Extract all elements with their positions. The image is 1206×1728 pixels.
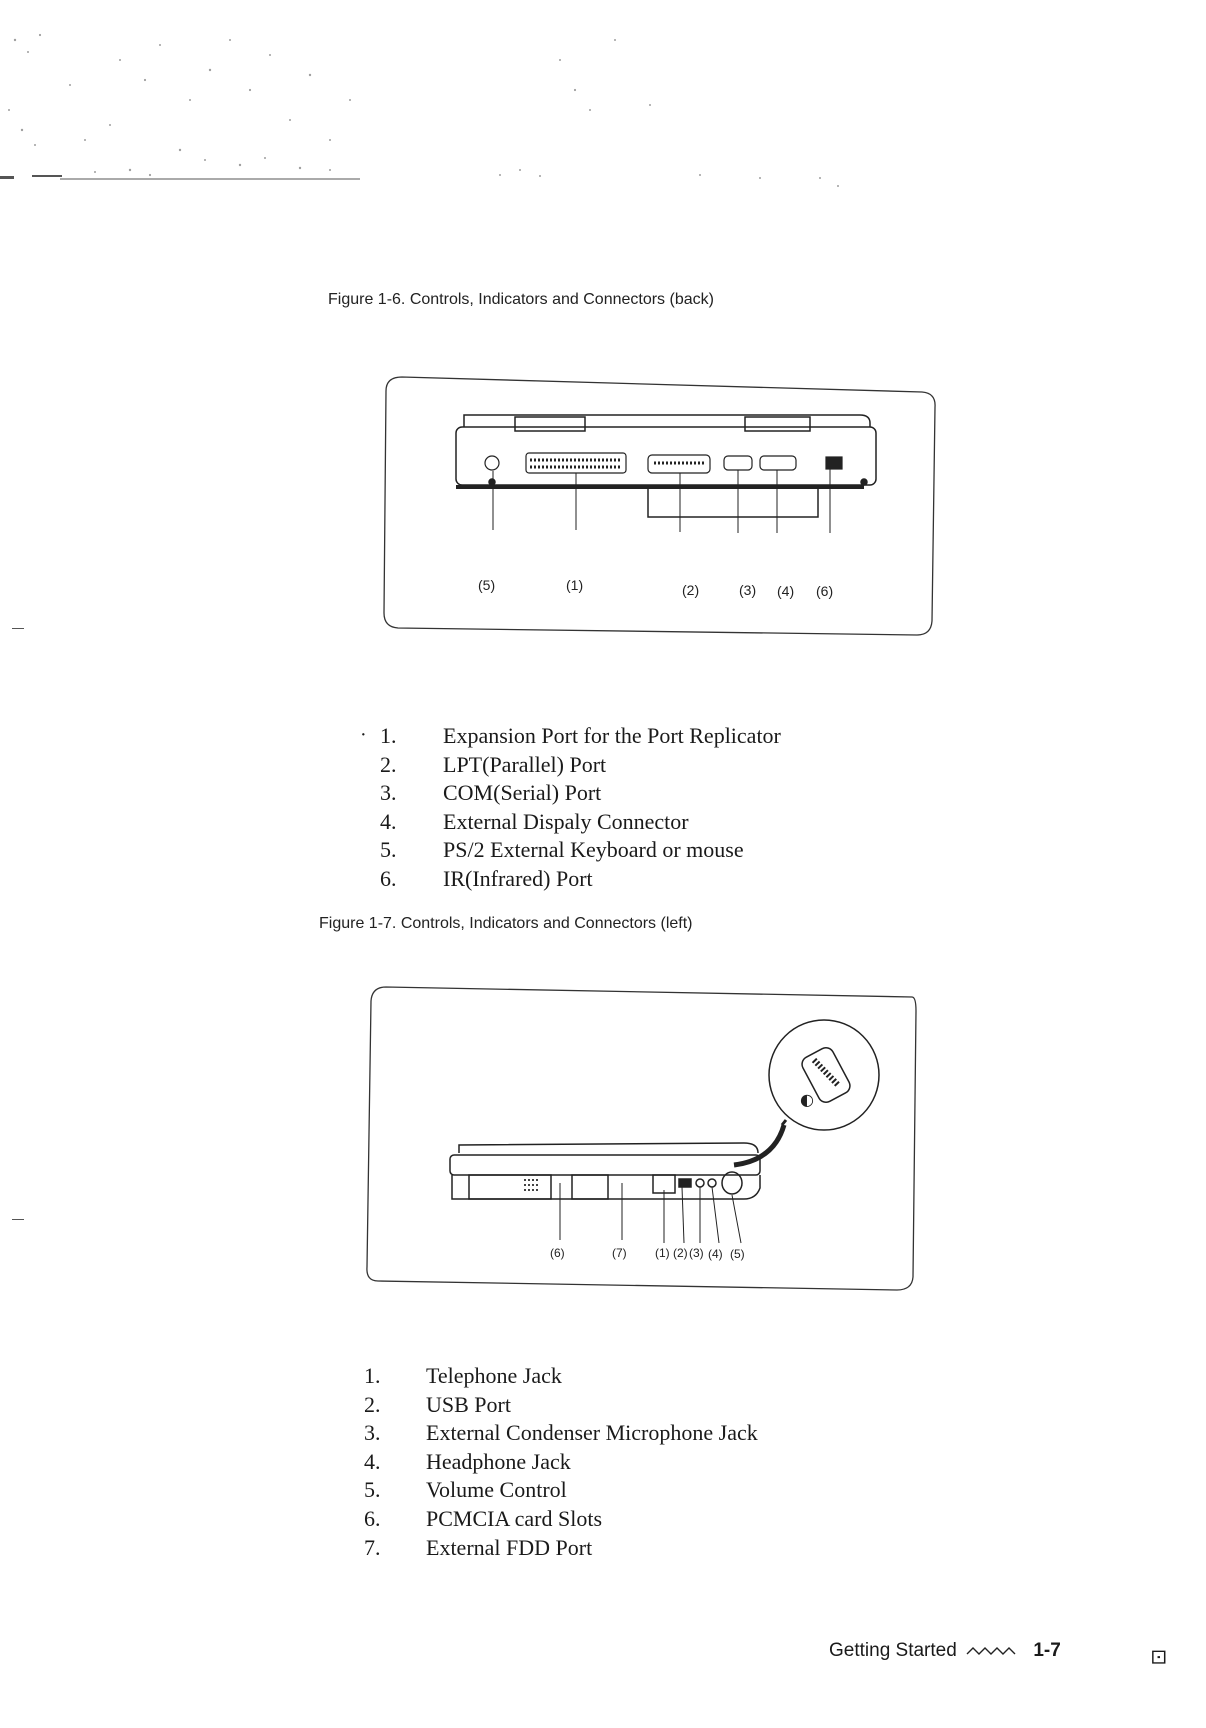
callout-6: (6) xyxy=(816,583,834,599)
volume-zoom-inset xyxy=(734,1020,879,1165)
callout-1: (1) xyxy=(655,1246,670,1260)
callout-lines xyxy=(493,469,830,533)
laptop-left-illustration xyxy=(450,1143,760,1199)
pcmcia-vent xyxy=(524,1179,538,1191)
figure-frame xyxy=(367,987,916,1290)
ir-port xyxy=(826,457,842,469)
callout-2: (2) xyxy=(682,582,700,598)
callout-1: (1) xyxy=(566,577,584,593)
callout-3: (3) xyxy=(739,582,757,598)
figure-1-6-caption: Figure 1-6. Controls, Indicators and Connectors (back) xyxy=(328,291,714,308)
figure-1-6-back-view xyxy=(380,375,940,650)
margin-tick xyxy=(12,1219,24,1220)
usb-port xyxy=(679,1179,691,1187)
laptop-back-illustration xyxy=(456,415,876,517)
callout-6: (6) xyxy=(550,1246,565,1260)
display-port xyxy=(760,456,796,470)
com-port xyxy=(724,456,752,470)
headphone-jack xyxy=(708,1179,716,1187)
scan-noise xyxy=(0,0,1206,200)
callout-4: (4) xyxy=(777,583,795,599)
callout-lines xyxy=(560,1183,741,1243)
callout-4: (4) xyxy=(708,1247,723,1261)
stray-dot: · xyxy=(360,724,367,746)
page-number: 1-7 xyxy=(1033,1640,1061,1661)
mic-jack xyxy=(696,1179,704,1187)
connectors xyxy=(485,453,842,473)
callout-2: (2) xyxy=(673,1246,688,1260)
figure-1-7-left-view xyxy=(364,985,924,1300)
binding-mark-icon: ⊡ xyxy=(1147,1648,1172,1666)
footer-section: Getting Started xyxy=(829,1640,957,1661)
svg-text:◐: ◐ xyxy=(800,1090,814,1109)
callout-3: (3) xyxy=(689,1246,704,1260)
figure-1-7-caption: Figure 1-7. Controls, Indicators and Connectors (left) xyxy=(319,915,693,932)
expansion-port xyxy=(526,453,626,473)
margin-tick xyxy=(12,628,24,629)
page-footer xyxy=(829,1640,1061,1662)
wave-ornament xyxy=(966,1645,1018,1657)
callout-7: (7) xyxy=(612,1246,627,1260)
callout-5: (5) xyxy=(730,1247,745,1261)
callout-5: (5) xyxy=(478,577,496,593)
